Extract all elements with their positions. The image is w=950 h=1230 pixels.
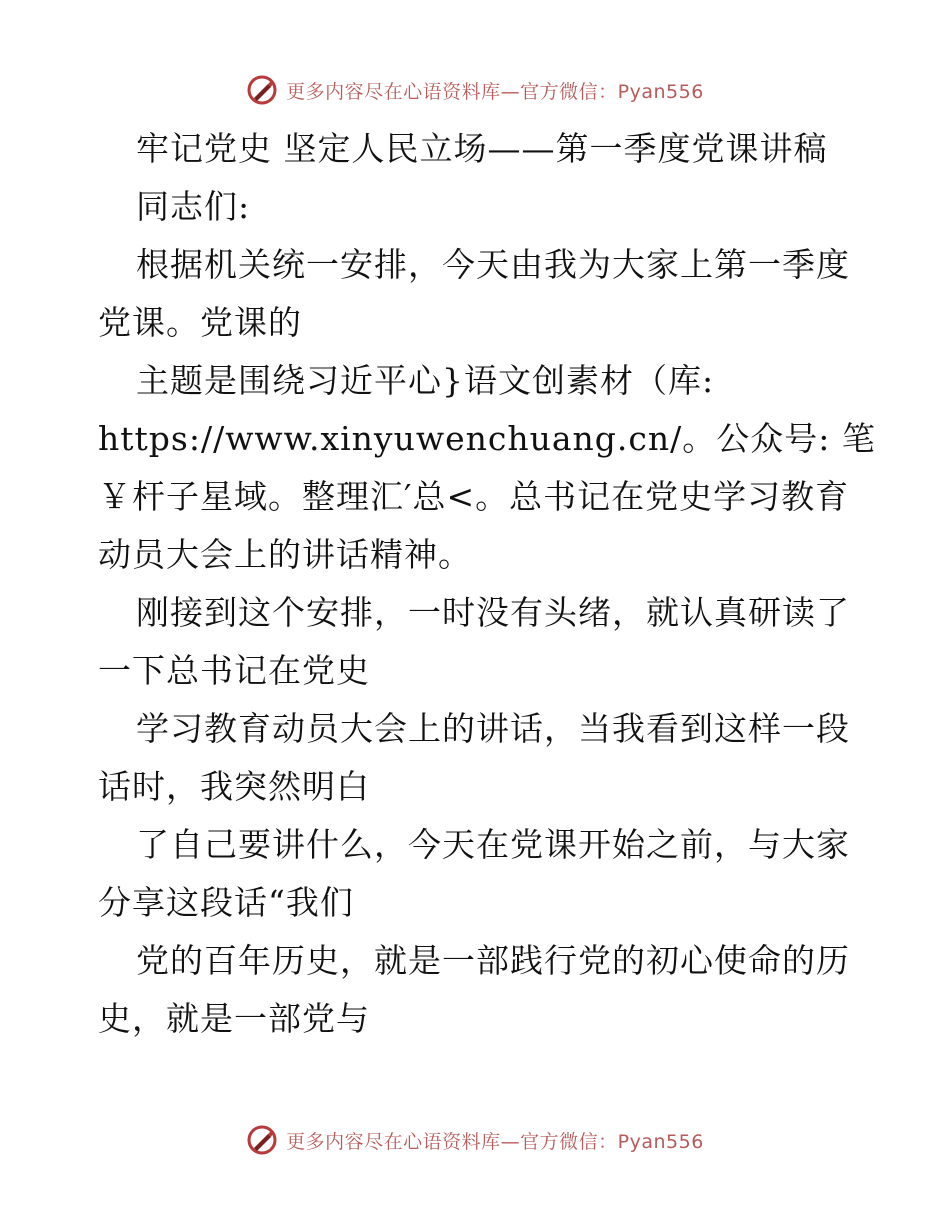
pen-logo-icon — [246, 1124, 278, 1156]
watermark-text: 更多内容尽在心语资料库—官方微信：Pyan556 — [286, 80, 704, 103]
salutation: 同志们: — [136, 187, 251, 226]
document-body — [98, 120, 876, 1048]
pen-logo-icon — [246, 74, 278, 106]
text-line: ￥杆子星域。整理汇′总<。总书记在党史学习教育 — [98, 477, 850, 516]
text-line: 史，就是一部党与 — [98, 999, 370, 1038]
text-line: 主题是围绕习近平心}语文创素材（库: — [136, 361, 715, 400]
text-line: 刚接到这个安排，一时没有头绪，就认真研读了 — [136, 593, 850, 632]
text-line: 动员大会上的讲话精神。 — [98, 535, 472, 574]
text-line: 根据机关统一安排，今天由我为大家上第一季度 — [136, 245, 850, 284]
document-title: 牢记党史 坚定人民立场——第一季度党课讲稿 — [136, 129, 828, 168]
text-line: 分享这段话“我们 — [98, 883, 354, 922]
text-line: 学习教育动员大会上的讲话，当我看到这样一段 — [136, 709, 850, 748]
text-line: 一下总书记在党史 — [98, 651, 370, 690]
text-line: 了自己要讲什么，今天在党课开始之前，与大家 — [136, 825, 850, 864]
text-line: 话时，我突然明白 — [98, 767, 370, 806]
text-line: 党课。党课的 — [98, 303, 302, 342]
watermark-text: 更多内容尽在心语资料库—官方微信：Pyan556 — [286, 1130, 704, 1153]
text-line: 党的百年历史，就是一部践行党的初心使命的历 — [136, 941, 850, 980]
watermark-banner-bottom — [0, 1120, 950, 1160]
text-line: https://www.xinyuwenchuang.cn/。公众号: 笔 — [98, 419, 876, 458]
watermark-banner-top — [0, 70, 950, 110]
